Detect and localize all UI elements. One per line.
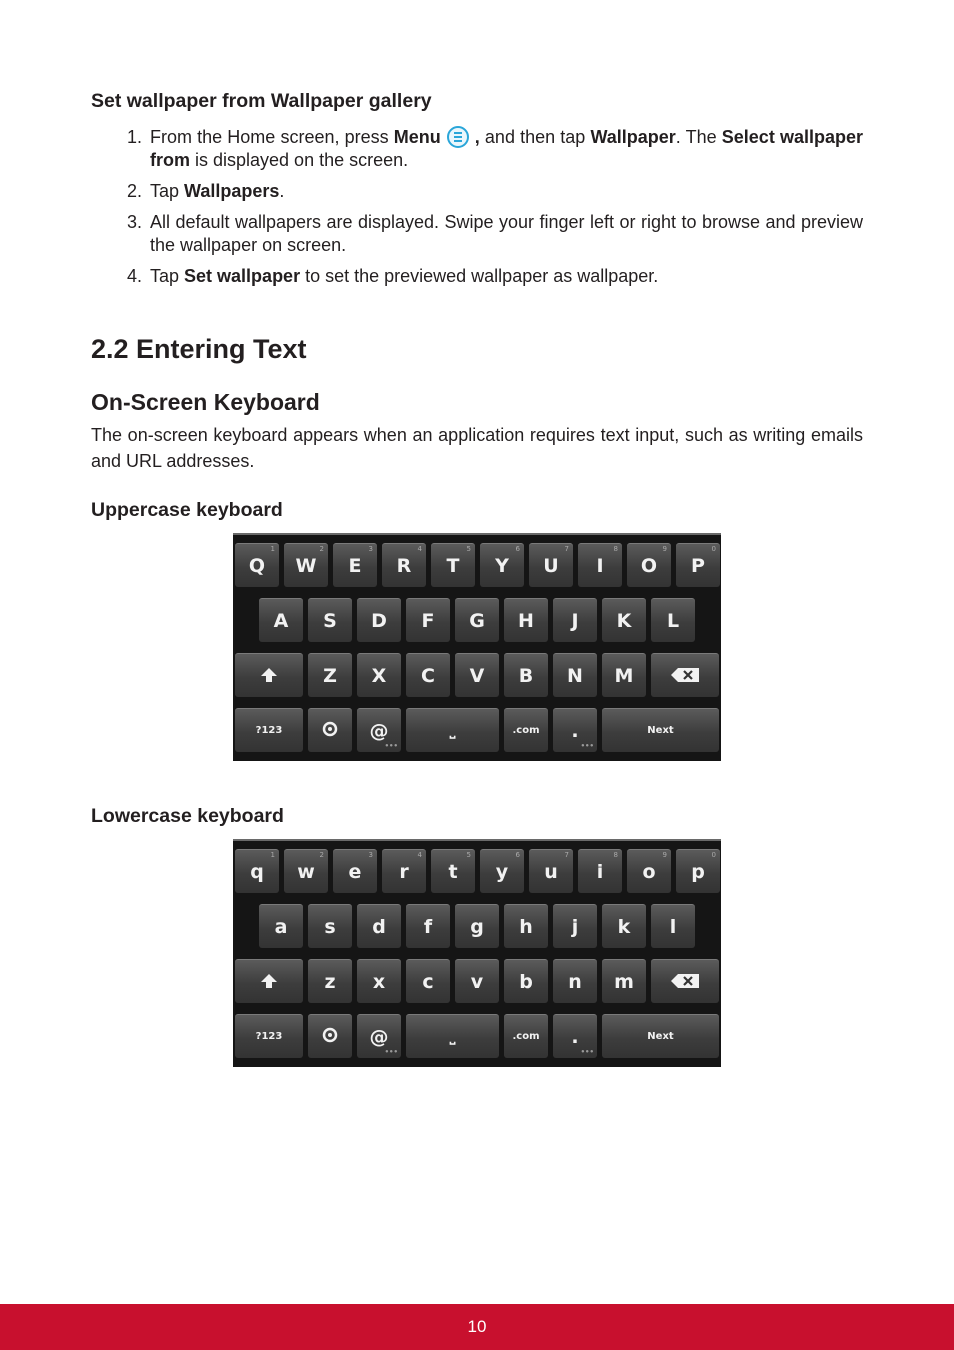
key-label: f: [423, 915, 433, 938]
key-v: [455, 653, 499, 697]
step-1: 1. From the Home screen, press Menu , and then tap Wallpaper. The Select wallpaper from is displayed on the screen.: [127, 127, 863, 170]
space-key: [406, 1014, 499, 1058]
key-label: J: [571, 609, 579, 632]
key-label: @: [369, 719, 389, 742]
more-dots-icon: •••: [384, 742, 398, 750]
key-w: [284, 849, 328, 893]
key-n: [553, 653, 597, 697]
key-hint: 5: [466, 545, 471, 553]
key-q: [235, 543, 279, 587]
key-label: U: [543, 554, 559, 577]
key-hint: 4: [417, 545, 422, 553]
key-hint: 1: [270, 545, 275, 553]
keyboard-description: The on-screen keyboard appears when an application requires text input, such as writing emails and URL addresses.: [91, 425, 863, 471]
key-label: I: [596, 554, 604, 577]
keyboard-section-title: On-Screen Keyboard: [91, 389, 320, 415]
key-label: m: [614, 970, 634, 993]
key-l: [651, 598, 695, 642]
key-d: [357, 598, 401, 642]
wallpaper-term: Wallpaper: [590, 127, 676, 147]
key-label: V: [469, 664, 485, 687]
key-label: p: [691, 860, 705, 883]
key-t: [431, 849, 475, 893]
key-hint: 6: [515, 545, 520, 553]
key-label: l: [669, 915, 677, 938]
key-label: d: [372, 915, 386, 938]
key-hint: 3: [368, 851, 373, 859]
key-label: ⎵: [449, 1028, 456, 1045]
key-label: z: [324, 970, 336, 993]
key-m: [602, 653, 646, 697]
key-label: w: [297, 860, 315, 883]
step-number: 2.: [127, 181, 143, 201]
key-e: [333, 543, 377, 587]
key-h: [504, 904, 548, 948]
key-l: [651, 904, 695, 948]
key-label: T: [446, 554, 460, 577]
key-b: [504, 959, 548, 1003]
key-p: [676, 849, 720, 893]
more-dots-icon: •••: [384, 1048, 398, 1056]
period-key: [553, 708, 597, 752]
space-key: [406, 708, 499, 752]
key-hint: 8: [613, 851, 618, 859]
key-label: k: [617, 915, 631, 938]
key-label: X: [371, 664, 387, 687]
key-label: h: [519, 915, 533, 938]
key-a: [259, 598, 303, 642]
key-j: [553, 904, 597, 948]
dotcom-key: [504, 708, 548, 752]
key-g: [455, 598, 499, 642]
key-label: o: [642, 860, 656, 883]
key-c: [406, 959, 450, 1003]
key-label: ⎵: [449, 722, 456, 739]
key-hint: 8: [613, 545, 618, 553]
page-footer: [0, 1304, 954, 1350]
shift-arrow-icon: [261, 971, 277, 993]
key-hint: 3: [368, 545, 373, 553]
key-label: B: [518, 664, 534, 687]
key-label: Next: [647, 725, 674, 736]
key-label: .: [571, 719, 579, 742]
period-key: [553, 1014, 597, 1058]
key-label: y: [495, 860, 509, 883]
key-b: [504, 653, 548, 697]
settings-key: [308, 1014, 352, 1058]
key-label: Y: [495, 554, 509, 577]
key-i: [578, 543, 622, 587]
key-label: P: [691, 554, 705, 577]
delete-key: [651, 959, 719, 1003]
step-number: 4.: [127, 266, 143, 286]
step-4: 4. Tap Set wallpaper to set the previewed wallpaper as wallpaper.: [127, 266, 659, 286]
key-label: L: [666, 609, 680, 632]
set-wallpaper-term: Set wallpaper: [184, 266, 301, 286]
key-label: ?123: [255, 1031, 283, 1042]
key-d: [357, 904, 401, 948]
backspace-icon: [671, 971, 699, 993]
key-hint: 5: [466, 851, 471, 859]
uppercase-keyboard-image: [233, 533, 721, 761]
key-label: Q: [248, 554, 266, 577]
key-label: .: [571, 1025, 579, 1048]
key-label: A: [273, 609, 289, 632]
step-number: 3.: [127, 212, 143, 232]
key-y: [480, 849, 524, 893]
key-label: b: [519, 970, 533, 993]
key-hint: 6: [515, 851, 520, 859]
key-hint: 4: [417, 851, 422, 859]
settings-key: [308, 708, 352, 752]
key-x: [357, 959, 401, 1003]
lowercase-keyboard-label: Lowercase keyboard: [91, 805, 284, 827]
step-number: 1.: [127, 127, 143, 147]
key-label: e: [348, 860, 362, 883]
key-label: E: [348, 554, 362, 577]
key-hint: 9: [662, 851, 667, 859]
key-label: O: [640, 554, 658, 577]
key-i: [578, 849, 622, 893]
key-j: [553, 598, 597, 642]
key-label: n: [568, 970, 582, 993]
key-label: C: [421, 664, 435, 687]
uppercase-keyboard-label: Uppercase keyboard: [91, 499, 283, 521]
key-label: .com: [512, 725, 540, 736]
key-g: [455, 904, 499, 948]
key-q: [235, 849, 279, 893]
key-hint: 0: [711, 851, 716, 859]
key-k: [602, 598, 646, 642]
key-w: [284, 543, 328, 587]
key-label: G: [469, 609, 485, 632]
key-label: Z: [323, 664, 337, 687]
delete-key: [651, 653, 719, 697]
shift-key: [235, 959, 303, 1003]
backspace-icon: [671, 665, 699, 687]
step-3: 3. All default wallpapers are displayed. Swipe your finger left or right to browse and preview the wallpaper on screen.: [127, 212, 863, 255]
key-label: F: [421, 609, 435, 632]
key-hint: 0: [711, 545, 716, 553]
key-label: R: [396, 554, 412, 577]
key-m: [602, 959, 646, 1003]
wallpaper-steps-list: [91, 126, 863, 296]
key-o: [627, 543, 671, 587]
at-key: [357, 708, 401, 752]
more-dots-icon: •••: [580, 1048, 594, 1056]
key-label: N: [567, 664, 583, 687]
key-label: Next: [647, 1031, 674, 1042]
settings-icon: [322, 1026, 338, 1048]
key-z: [308, 959, 352, 1003]
next-key: [602, 708, 719, 752]
key-label: g: [470, 915, 484, 938]
key-label: j: [571, 915, 579, 938]
key-hint: 7: [564, 545, 569, 553]
lowercase-keyboard-image: [233, 839, 721, 1067]
key-label: r: [399, 860, 409, 883]
key-r: [382, 849, 426, 893]
key-label: a: [274, 915, 288, 938]
key-k: [602, 904, 646, 948]
chapter-title: 2.2 Entering Text: [91, 334, 307, 364]
wallpapers-term: Wallpapers: [184, 181, 280, 201]
step-2: 2. Tap Wallpapers.: [127, 181, 285, 201]
key-p: [676, 543, 720, 587]
key-x: [357, 653, 401, 697]
menu-icon: [447, 126, 469, 148]
wallpaper-section-heading: Set wallpaper from Wallpaper gallery: [91, 90, 432, 112]
key-label: x: [372, 970, 386, 993]
key-label: t: [448, 860, 458, 883]
key-s: [308, 598, 352, 642]
key-label: s: [324, 915, 336, 938]
menu-term: Menu: [393, 127, 441, 147]
key-v: [455, 959, 499, 1003]
key-label: M: [614, 664, 634, 687]
key-z: [308, 653, 352, 697]
key-label: D: [371, 609, 387, 632]
key-hint: 1: [270, 851, 275, 859]
page-number: 10: [467, 1317, 487, 1336]
key-a: [259, 904, 303, 948]
key-s: [308, 904, 352, 948]
key-r: [382, 543, 426, 587]
key-label: c: [422, 970, 434, 993]
key-f: [406, 904, 450, 948]
key-f: [406, 598, 450, 642]
at-key: [357, 1014, 401, 1058]
shift-arrow-icon: [261, 665, 277, 687]
key-label: i: [596, 860, 604, 883]
key-y: [480, 543, 524, 587]
key-label: W: [295, 554, 317, 577]
shift-key: [235, 653, 303, 697]
symbols-key: [235, 1014, 303, 1058]
key-hint: 9: [662, 545, 667, 553]
key-hint: 2: [319, 545, 324, 553]
key-c: [406, 653, 450, 697]
key-label: @: [369, 1025, 389, 1048]
key-label: ?123: [255, 725, 283, 736]
key-e: [333, 849, 377, 893]
key-u: [529, 849, 573, 893]
key-label: u: [544, 860, 558, 883]
key-label: v: [470, 970, 484, 993]
next-key: [602, 1014, 719, 1058]
symbols-key: [235, 708, 303, 752]
key-h: [504, 598, 548, 642]
key-hint: 2: [319, 851, 324, 859]
key-u: [529, 543, 573, 587]
key-label: H: [518, 609, 534, 632]
dotcom-key: [504, 1014, 548, 1058]
key-label: K: [616, 609, 632, 632]
key-n: [553, 959, 597, 1003]
more-dots-icon: •••: [580, 742, 594, 750]
key-label: S: [323, 609, 337, 632]
select-wallpaper-term: Select wallpaper from: [150, 127, 863, 170]
key-label: q: [250, 860, 264, 883]
key-hint: 7: [564, 851, 569, 859]
settings-icon: [322, 720, 338, 742]
key-label: .com: [512, 1031, 540, 1042]
key-o: [627, 849, 671, 893]
key-t: [431, 543, 475, 587]
